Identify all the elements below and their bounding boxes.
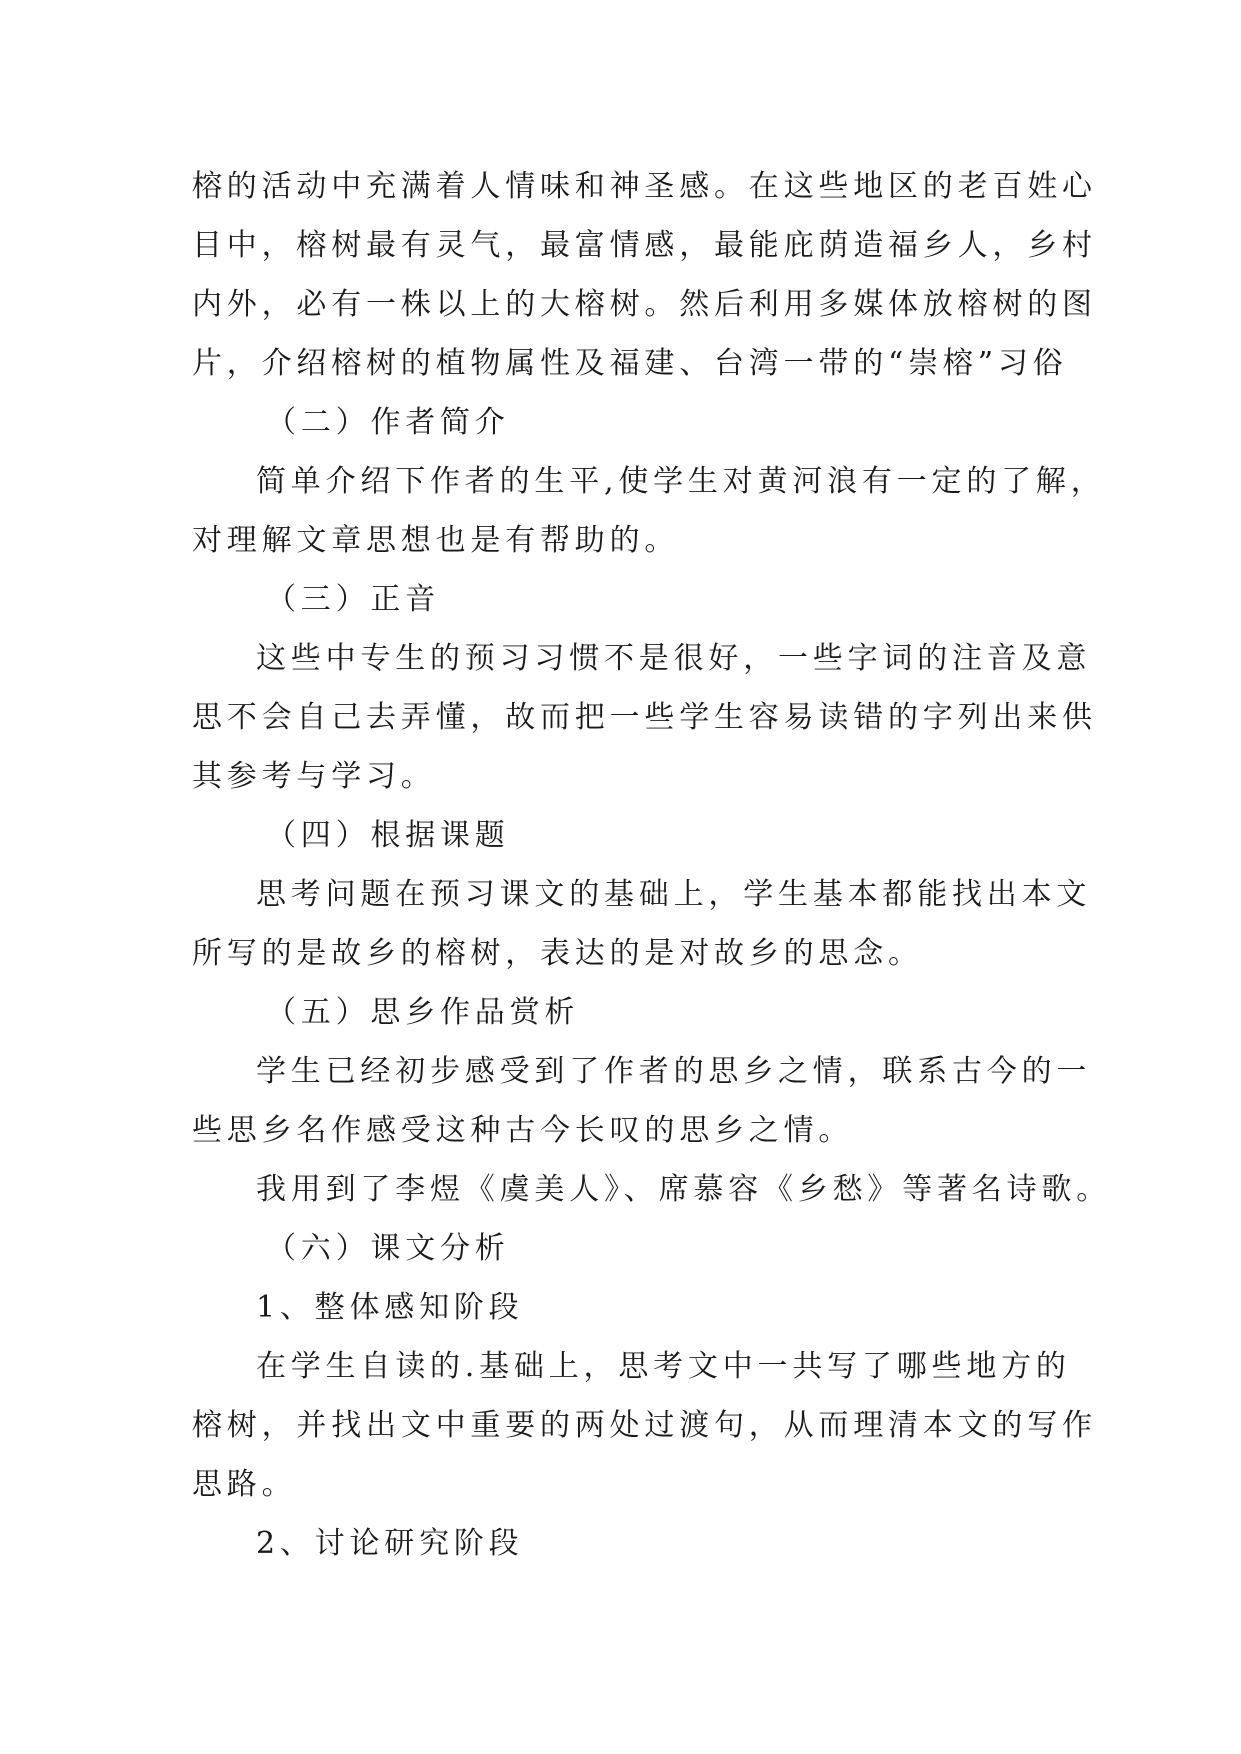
section-heading: （三）正音 <box>266 582 440 617</box>
body-line: 其参考与学习。 <box>192 759 436 794</box>
body-line: 榕的活动中充满着人情味和神圣感。在这些地区的老百姓心 <box>192 169 1097 204</box>
body-line: 目中，榕树最有灵气，最富情感，最能庇荫造福乡人，乡村 <box>192 228 1097 263</box>
section-heading: （五）思乡作品赏析 <box>266 995 580 1030</box>
subsection-heading: 1、整体感知阶段 <box>256 1290 524 1325</box>
body-line: 些思乡名作感受这种古今长叹的思乡之情。 <box>192 1113 854 1148</box>
body-line: 对理解文章思想也是有帮助的。 <box>192 523 680 558</box>
paragraph-first-line: 在学生自读的.基础上，思考文中一共写了哪些地方的 <box>256 1349 1071 1384</box>
body-line: 思不会自己去弄懂，故而把一些学生容易读错的字列出来供 <box>192 700 1097 735</box>
section-heading: （六）课文分析 <box>266 1231 510 1266</box>
body-line: 内外，必有一株以上的大榕树。然后利用多媒体放榕树的图 <box>192 287 1097 322</box>
section-heading: （四）根据课题 <box>266 818 510 853</box>
body-line: 榕树，并找出文中重要的两处过渡句，从而理清本文的写作 <box>192 1408 1097 1443</box>
paragraph-first-line: 这些中专生的预习习惯不是很好，一些字词的注音及意 <box>256 641 1092 676</box>
body-line: 思路。 <box>192 1467 297 1502</box>
body-line: 所写的是故乡的榕树，表达的是对故乡的思念。 <box>192 936 923 971</box>
paragraph-first-line: 学生已经初步感受到了作者的思乡之情，联系古今的一 <box>256 1054 1092 1089</box>
body-line: 片，介绍榕树的植物属性及福建、台湾一带的“崇榕”习俗 <box>192 346 1068 381</box>
paragraph-first-line: 思考问题在预习课文的基础上，学生基本都能找出本文 <box>256 877 1092 912</box>
subsection-heading: 2、讨论研究阶段 <box>256 1526 524 1561</box>
paragraph-first-line: 简单介绍下作者的生平,使学生对黄河浪有一定的了解， <box>256 464 1106 499</box>
section-heading: （二）作者简介 <box>266 405 510 440</box>
paragraph-first-line: 我用到了李煜《虞美人》、席慕容《乡愁》等著名诗歌。 <box>256 1172 1111 1207</box>
